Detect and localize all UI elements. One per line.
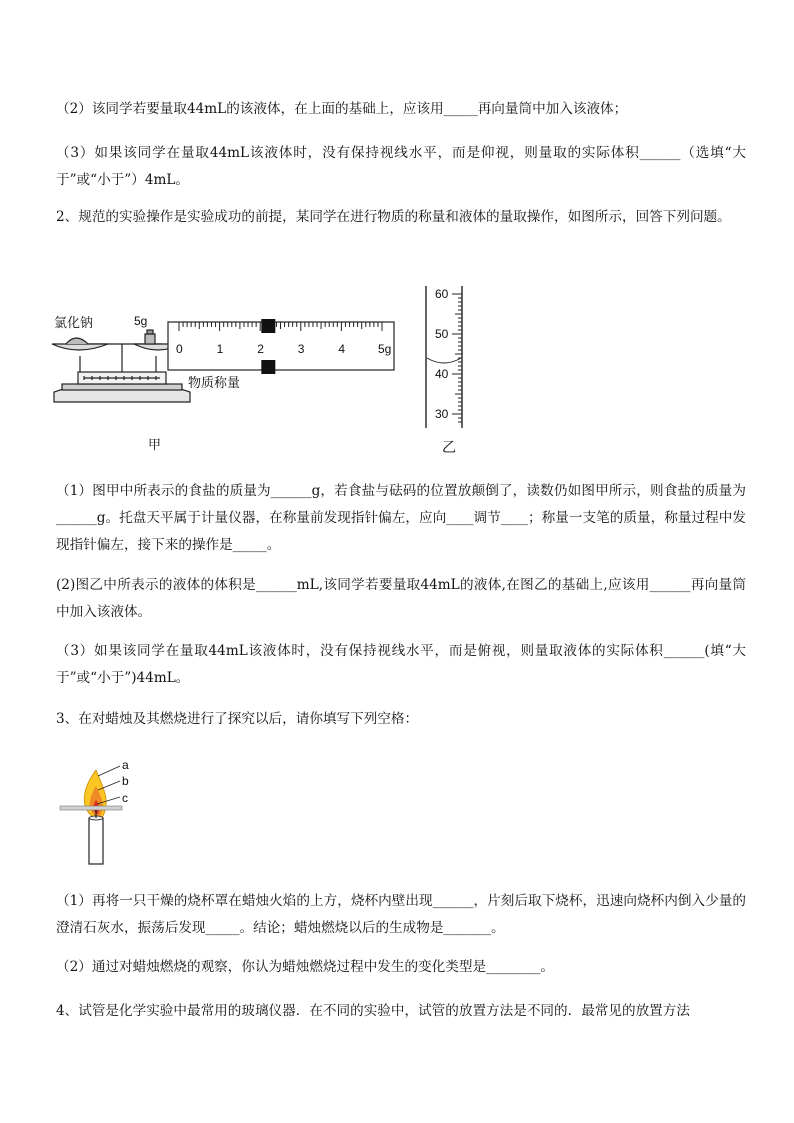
meniscus [427, 358, 461, 363]
q2-part3: （3）如果该同学在量取44mL该液体时，没有保持视线水平，而是俯视，则量取液体的实际体积______(填“大于”或“小于”)44mL。 [56, 643, 746, 686]
cylinder-tick-label: 40 [435, 367, 449, 381]
scale-caption: 物质称量 [188, 375, 241, 390]
cylinder-figure [418, 282, 478, 460]
scale-tick-label: 3 [297, 342, 305, 356]
q2-part2: (2)图乙中所表示的液体的体积是______mL,该同学若要量取44mL的液体,在图乙的基础上,应该用______再向量筒中加入该液体。 [56, 577, 746, 620]
scale-tick-label: 4 [338, 342, 346, 356]
balance-figure [48, 300, 408, 460]
left-pan-label: 氯化钠 [54, 315, 94, 330]
question-3-stem: 3、在对蜡烛及其燃烧进行了探究以后，请你填写下列空格： [56, 711, 419, 727]
flame-label-a: a [122, 758, 129, 772]
scale-tick-label: 0 [176, 342, 183, 356]
cylinder-tick-label: 30 [435, 407, 449, 421]
rider-scale [168, 319, 394, 374]
question-4-stem: 4、试管是化学实验中最常用的玻璃仪器．在不同的实验中，试管的放置方法是不同的．最常见的放置方法 [56, 1003, 690, 1019]
figure-jia-caption: 甲 [148, 437, 162, 452]
rider-bottom [261, 360, 275, 374]
cylinder-tick-label: 60 [435, 287, 449, 301]
scale-tick-label: 2 [257, 342, 264, 356]
rider-top [261, 319, 275, 333]
right-pan-label: 5g [134, 314, 148, 328]
scale-tick-label: 5g [378, 342, 392, 356]
cylinder-tick-label: 50 [435, 327, 449, 341]
q3-part2: （2）通过对蜡烛燃烧的观察，你认为蜡烛燃烧过程中发生的变化类型是________。 [56, 959, 555, 975]
q1-part3: （3）如果该同学在量取44mL该液体时，没有保持视线水平，而是仰视，则量取的实际体积______（选填“大于”或“小于”）4mL。 [56, 145, 746, 188]
candle-figure [58, 756, 148, 868]
q2-part1: （1）图甲中所表示的食盐的质量为______g，若食盐与砝码的位置放颠倒了，读数仍如图甲所示，则食盐的质量为______g。托盘天平属于计量仪器，在称量前发现指针偏左，应向____调节____；称量一支笔的质量，称量过程中发现指针偏左，接下来的操作是_____。 [56, 483, 746, 553]
flame-label-c: c [122, 791, 128, 805]
q1-part2: （2）该同学若要量取44mL的该液体，在上面的基础上，应该用_____再向量筒中加入该液体； [56, 101, 628, 117]
flame-label-b: b [122, 774, 129, 788]
question-2-stem: 2、规范的实验操作是实验成功的前提，某同学在进行物质的称量和液体的量取操作，如图所示，回答下列问题。 [56, 209, 731, 225]
figure-yi-caption: 乙 [442, 439, 456, 455]
q3-part1: （1）再将一只干燥的烧杯罩在蜡烛火焰的上方，烧杯内壁出现______，片刻后取下烧杯，迅速向烧杯内倒入少量的澄清石灰水，振荡后发现_____。结论；蜡烛燃烧以后的生成物是_______。 [56, 893, 746, 936]
scale-tick-label: 1 [216, 342, 224, 356]
